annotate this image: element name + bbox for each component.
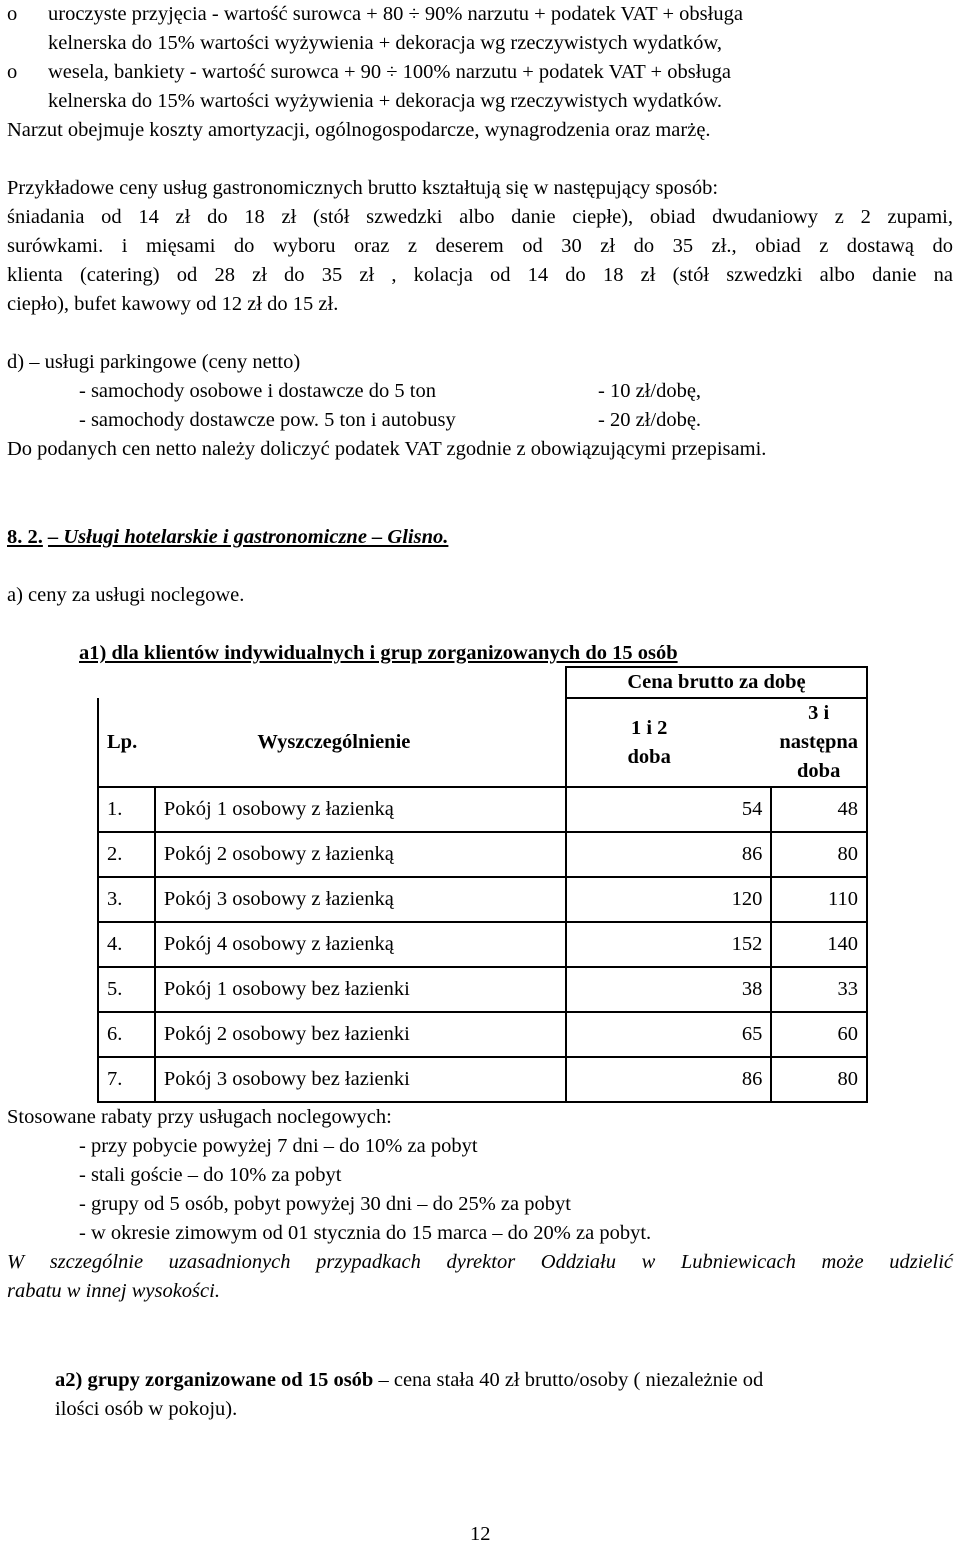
discount-note: rabatu w innej wysokości. xyxy=(7,1280,220,1302)
cell-desc: Pokój 2 osobowy bez łazienki xyxy=(155,1012,566,1057)
discount-item: - stali goście – do 10% za pobyt xyxy=(79,1164,342,1186)
cell-desc: Pokój 2 osobowy z łazienką xyxy=(155,832,566,877)
cell-price2: 48 xyxy=(771,787,867,832)
cell-desc: Pokój 3 osobowy z łazienką xyxy=(155,877,566,922)
narzut-note: Narzut obejmuje koszty amortyzacji, ogólnogospodarcze, wynagrodzenia oraz marżę. xyxy=(7,119,711,141)
a2-text: – cena stała 40 zł brutto/osoby ( niezależnie od xyxy=(378,1369,764,1391)
discount-item: - grupy od 5 osób, pobyt powyżej 30 dni – do 25% za pobyt xyxy=(79,1193,571,1215)
cell-price2: 140 xyxy=(771,922,867,967)
parking-heading: d) – usługi parkingowe (ceny netto) xyxy=(7,351,301,373)
section-heading xyxy=(7,523,448,552)
table-header-empty xyxy=(155,667,566,698)
cell-price1: 54 xyxy=(566,787,771,832)
price1-line2: doba xyxy=(627,745,671,768)
list-item-line: uroczyste przyjęcia - wartość surowca + 80 ÷ 90% narzutu + podatek VAT + obsługa xyxy=(48,3,743,25)
list-item-line: wesela, bankiety - wartość surowca + 90 ÷ 100% narzutu + podatek VAT + obsługa xyxy=(48,61,731,83)
table-row xyxy=(98,832,867,877)
discount-item: - przy pobycie powyżej 7 dni – do 10% za pobyt xyxy=(79,1135,478,1157)
subsection-a: a) ceny za usługi noclegowe. xyxy=(7,584,245,606)
cell-price1: 86 xyxy=(566,832,771,877)
list-marker: o xyxy=(7,3,18,25)
table-header-price2 xyxy=(771,698,867,787)
discount-item: - w okresie zimowym od 01 stycznia do 15 marca – do 20% za pobyt. xyxy=(79,1222,652,1244)
cell-price2: 80 xyxy=(771,1057,867,1102)
table-row xyxy=(98,1057,867,1102)
cell-price1: 86 xyxy=(566,1057,771,1102)
cell-price1: 152 xyxy=(566,922,771,967)
subsection-a2 xyxy=(55,1366,763,1395)
cell-lp: 3. xyxy=(98,877,155,922)
paragraph-line: ciepło), bufet kawowy od 12 zł do 15 zł. xyxy=(7,293,339,315)
cell-desc: Pokój 1 osobowy bez łazienki xyxy=(155,967,566,1012)
table-header-desc: Wyszczególnienie xyxy=(257,730,411,753)
cell-lp: 1. xyxy=(98,787,155,832)
a2-text-line2: ilości osób w pokoju). xyxy=(55,1398,238,1420)
price2-line2: doba xyxy=(797,760,841,782)
price1-line1: 1 i 2 xyxy=(630,716,668,739)
table-row xyxy=(98,877,867,922)
table-header-price1 xyxy=(566,698,771,787)
list-marker: o xyxy=(7,61,18,83)
table-header-empty xyxy=(98,667,155,698)
paragraph-line: Przykładowe ceny usług gastronomicznych brutto kształtują się w następujący sposób: xyxy=(7,177,719,199)
parking-item-label: - samochody dostawcze pow. 5 ton i autobusy xyxy=(79,409,456,431)
cell-desc: Pokój 1 osobowy z łazienką xyxy=(155,787,566,832)
discounts-heading: Stosowane rabaty przy usługach noclegowych: xyxy=(7,1106,392,1128)
paragraph-line: klienta (catering) od 28 zł do 35 zł , kolacja od 14 do 18 zł (stół szwedzki albo danie na xyxy=(7,264,953,286)
vat-note: Do podanych cen netto należy doliczyć podatek VAT zgodnie z obowiązującymi przepisami. xyxy=(7,438,767,460)
cell-price2: 33 xyxy=(771,967,867,1012)
page-number: 12 xyxy=(470,1523,491,1545)
section-number: 8. 2. xyxy=(7,526,43,548)
paragraph-line: śniadania od 14 zł do 18 zł (stół szwedzki albo danie ciepłe), obiad dwudaniowy z 2 zupami, xyxy=(7,206,953,228)
table-header-price-group: Cena brutto za dobę xyxy=(566,667,867,698)
cell-desc: Pokój 3 osobowy bez łazienki xyxy=(155,1057,566,1102)
cell-price1: 38 xyxy=(566,967,771,1012)
cell-lp: 2. xyxy=(98,832,155,877)
table-header-lp: Lp. xyxy=(98,698,155,787)
cell-lp: 6. xyxy=(98,1012,155,1057)
cell-price1: 65 xyxy=(566,1012,771,1057)
a2-heading: a2) grupy zorganizowane od 15 osób xyxy=(55,1369,374,1391)
table-row xyxy=(98,922,867,967)
table-row xyxy=(98,787,867,832)
parking-item-price: - 10 zł/dobę, xyxy=(598,380,702,402)
discount-note: W szczególnie uzasadnionych przypadkach dyrektor Oddziału w Lubniewicach może udzielić xyxy=(7,1251,953,1273)
paragraph-line: surówkami. i mięsami do wyboru oraz z deserem od 30 zł do 35 zł., obiad z dostawą do xyxy=(7,235,953,257)
cell-price2: 80 xyxy=(771,832,867,877)
section-title: – Usługi hotelarskie i gastronomiczne – Glisno. xyxy=(48,526,449,548)
cell-price2: 60 xyxy=(771,1012,867,1057)
cell-lp: 7. xyxy=(98,1057,155,1102)
table-row xyxy=(98,1012,867,1057)
list-item-line: kelnerska do 15% wartości wyżywienia + dekoracja wg rzeczywistych wydatków, xyxy=(48,32,722,54)
price-table xyxy=(97,666,868,1103)
cell-desc: Pokój 4 osobowy z łazienką xyxy=(155,922,566,967)
table-row xyxy=(98,967,867,1012)
cell-lp: 4. xyxy=(98,922,155,967)
cell-lp: 5. xyxy=(98,967,155,1012)
cell-price2: 110 xyxy=(771,877,867,922)
parking-item-price: - 20 zł/dobę. xyxy=(598,409,702,431)
subsection-a1: a1) dla klientów indywidualnych i grup zorganizowanych do 15 osób xyxy=(79,642,678,664)
parking-item-label: - samochody osobowe i dostawcze do 5 ton xyxy=(79,380,436,402)
list-item-line: kelnerska do 15% wartości wyżywienia + dekoracja wg rzeczywistych wydatków. xyxy=(48,90,722,112)
price2-line1: 3 i następna xyxy=(779,702,858,753)
cell-price1: 120 xyxy=(566,877,771,922)
